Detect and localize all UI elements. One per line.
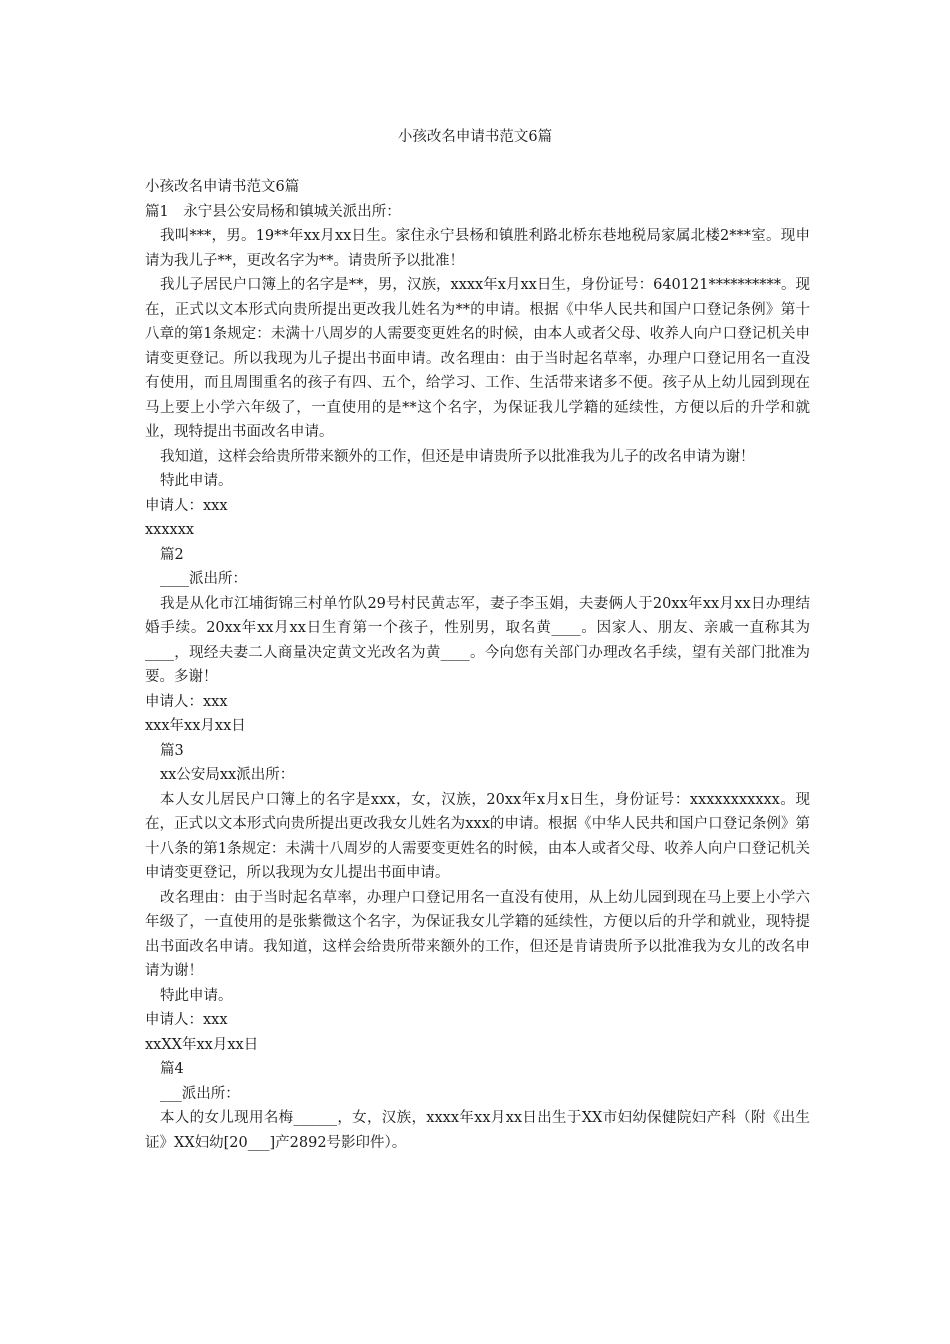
paragraph: xx公安局xx派出所： bbox=[160, 767, 295, 783]
paragraph: 我是从化市江埔街锦三村单竹队29号村民黄志军，妻子李玉娟，夫妻俩人于20xx年xx月xx日办理结婚手续。20xx年xx月xx日生育第一个孩子，性别男，取名黄____。因家人、朋友、亲戚一直称其为____，现经夫妻二人商量决定黄文光改名为黄____。今向您有关部门办理改名手续，望有关部门批准为要。多谢！ bbox=[145, 595, 810, 685]
paragraph: 我叫***，男。19**年xx月xx日生。家住永宁县杨和镇胜利路北桥东巷地税局家属北楼2***室。现申请为我儿子**，更改名字为**。请贵所予以批准！ bbox=[145, 228, 810, 269]
paragraph: xxXX年xx月xx日 bbox=[145, 1036, 259, 1053]
paragraph: ___派出所： bbox=[160, 1085, 240, 1102]
paragraph: 特此申请。 bbox=[160, 473, 233, 489]
paragraph: 特此申请。 bbox=[160, 987, 233, 1004]
paragraph: xxxxxx bbox=[145, 522, 195, 538]
paragraph: 我知道，这样会给贵所带来额外的工作，但还是申请贵所予以批准我为儿子的改名申请为谢！ bbox=[160, 448, 755, 465]
paragraph: xxx年xx月xx日 bbox=[145, 718, 246, 734]
document-body bbox=[145, 175, 810, 1155]
paragraph: 本人女儿居民户口簿上的名字是xxx，女，汉族，20xx年x月x日生，身份证号：xxxxxxxxxxx。现在，正式以文本形式向贵所提出更改我女儿姓名为xxx的申请。根据《中华人民共和国户口登记条例》第十八条的第1条规定：未满十八周岁的人需要变更姓名的时候，由本人或者父母、收养人向户口登记机关申请变更登记，所以我现为女儿提出书面申请。 bbox=[145, 791, 810, 881]
document-title: 小孩改名申请书范文6篇 bbox=[397, 129, 553, 145]
paragraph: 篇2 bbox=[160, 546, 184, 563]
paragraph: 篇4 bbox=[160, 1061, 184, 1077]
paragraph: 篇1 永宁县公安局杨和镇城关派出所： bbox=[145, 203, 401, 220]
paragraph: 小孩改名申请书范文6篇 bbox=[145, 179, 300, 195]
paragraph: 申请人：xxx bbox=[145, 497, 228, 514]
paragraph: 申请人：xxx bbox=[145, 1012, 228, 1028]
paragraph: ____派出所： bbox=[160, 571, 247, 587]
paragraph: 申请人：xxx bbox=[145, 693, 228, 710]
paragraph: 我儿子居民户口簿上的名字是**，男，汉族，xxxx年x月xx日生，身份证号：640121**********。现在，正式以文本形式向贵所提出更改我儿姓名为**的申请。根据《中华人民共和国户口登记条例》第十八章的第1条规定：未满十八周岁的人需要变更姓名的时候，由本人或者父母、收养人向户口登记机关申请变更登记。所以我现为儿子提出书面申请。改名理由：由于当时起名草率，办理户口登记用名一直没有使用，而且周围重名的孩子有四、五个，给学习、工作、生活带来诸多不便。孩子从上幼儿园到现在马上要上小学六年级了，一直使用的是**这个名字，为保证我儿学籍的延续性，方便以后的升学和就业，现特提出书面改名申请。 bbox=[145, 277, 810, 440]
paragraph: 本人的女儿现用名梅______，女，汉族，xxxx年xx月xx日出生于XX市妇幼保健院妇产科（附《出生证》XX妇幼[20___]产2892号影印件）。 bbox=[145, 1110, 810, 1151]
paragraph: 改名理由：由于当时起名草率，办理户口登记用名一直没有使用，从上幼儿园到现在马上要上小学六年级了，一直使用的是张紫微这个名字，为保证我女儿学籍的延续性，方便以后的升学和就业，现特提出书面改名申请。我知道，这样会给贵所带来额外的工作，但还是肯请贵所予以批准我为女儿的改名申请为谢！ bbox=[145, 889, 810, 979]
paragraph: 篇3 bbox=[160, 742, 184, 759]
